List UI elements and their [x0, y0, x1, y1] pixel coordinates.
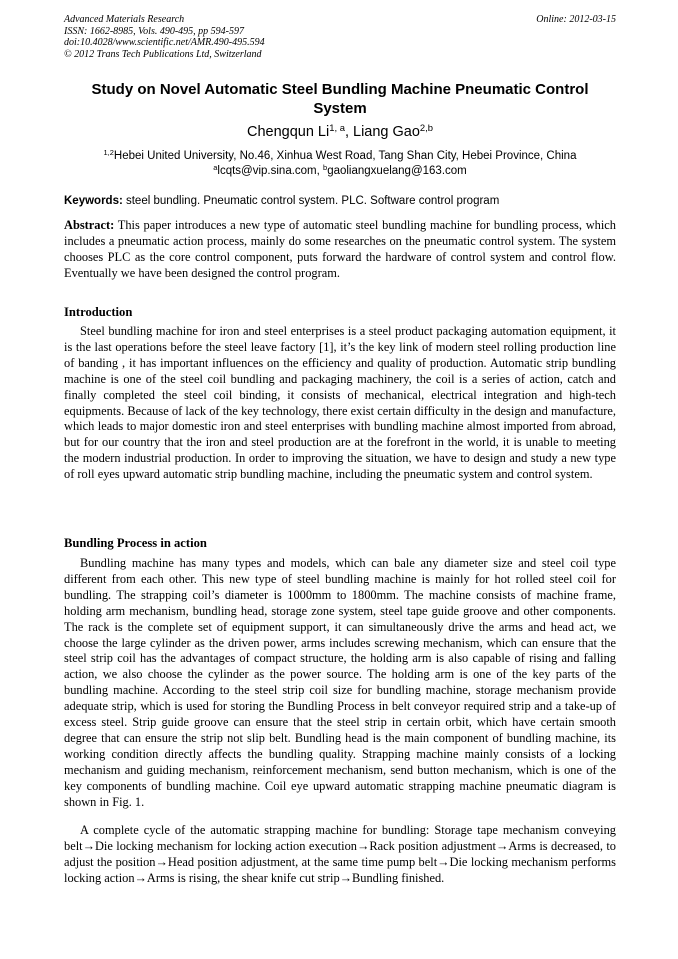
- abstract-text: This paper introduces a new type of automatic steel bundling machine for bundling process, which includes a pneumatic action process, mainly do some researches on the pneumatic control system. The system chooses PLC as the core control component, puts forward the hardware of control system and control flow. Eventually we have been designed the control program.: [64, 218, 616, 280]
- keywords-line: [64, 194, 616, 209]
- bundling-paragraph-1: Bundling machine has many types and models, which can bale any diameter size and steel coil type different from each other. This new type of steel bundling machine is mainly for hot rolled steel coil for bundling. The strapping coil’s diameter is 1000mm to 1800mm. The machine consists of machine frame, holding arm mechanism, bundling head, storage zone system, steel tape guide groove and other components. The rack is the complete set of equipment support, it can simultaneously drive the arms and head act, we choose the large cylinder as the driven power, arms includes screwing mechanism, which can ensure that the steel strip coil has the advantages of compact structure, the holding arm is also capable of rising and falling action, we also choose the cylinder as the power source. The holding arm is one of the key parts of the bundling machine. According to the steel strip coil size for bundling machine, storage mechanism provide adequate strip, which is used for storing the Bundling Process in belt conveyor required strip and a take-up of excess steel. Strip guide groove can ensure that the steel strip in certain orbit, which have certain smooth degree that can ensure the strip not slip belt. Bundling head is the main component of bundling machine, its working condition directly affects the bundling quality. Strapping machine mainly consists of a locking mechanism and guiding mechanism, reinforcement mechanism, send button mechanism, which is one of the key components of bundling machine. Coil eye upward automatic strapping machine pneumatic diagram is shown in Fig. 1.: [64, 556, 616, 809]
- introduction-paragraph: Steel bundling machine for iron and steel enterprises is a steel product packaging automation equipment, it is the last operations before the steel leave factory [1], it’s the key link of modern steel rolling production line of banding , it has important influences on the efficiency and quality of production. Automatic strip bundling machine is one of the steel coil bundling and packaging machinery, the coil is a series of action, catch and finally completed the steel coil binding, it consists of mechanical, electrical integration and high-tech equipments. Because of lack of the key technology, there exist certain difficulty in the design and manufacture, which leads to major domestic iron and steel enterprises with bundling machine almost imported from abroad, but for our country that the iron and steel production are at the forefront in the world, it is unable to meeting the modern industrial production. In order to improving the situation, we have to design and study a new type of roll eyes upward automatic strip bundling machine, including the pneumatic system and control system.: [64, 324, 616, 482]
- abstract-label: Abstract:: [64, 218, 115, 232]
- introduction-heading: Introduction: [64, 305, 133, 319]
- author-2-name: Liang Gao: [353, 124, 420, 140]
- running-header: [64, 14, 616, 60]
- keywords-text: steel bundling. Pneumatic control system. PLC. Software control program: [122, 195, 500, 207]
- affiliation-block: [64, 149, 616, 178]
- issn-line: ISSN: 1662-8985, Vols. 490-495, pp 594-597: [64, 25, 244, 37]
- author-1-name: Chengqun Li: [246, 124, 330, 140]
- doi-line: doi:10.4028/www.scientific.net/AMR.490-495.594: [64, 37, 265, 49]
- affiliation-text: Hebei United University, No.46, Xinhua West Road, Tang Shan City, Hebei Province, China: [113, 150, 577, 162]
- author-2-superscript: 2,b: [419, 121, 433, 133]
- paper-title: Study on Novel Automatic Steel Bundling Machine Pneumatic Control System: [91, 81, 589, 117]
- email-1-marker: a: [213, 162, 218, 172]
- email-2: gaoliangxuelang@163.com: [327, 164, 467, 177]
- keywords-label: Keywords:: [64, 195, 123, 207]
- author-separator: ,: [344, 124, 353, 140]
- copyright-line: © 2012 Trans Tech Publications Ltd, Switzerland: [64, 48, 262, 60]
- bundling-heading: Bundling Process in action: [64, 536, 207, 550]
- journal-info: [64, 14, 616, 60]
- affiliation-marker: 1,2: [103, 147, 114, 157]
- email-1: lcqts@vip.sina.com,: [217, 164, 324, 177]
- journal-name: Advanced Materials Research: [64, 14, 185, 25]
- email-2-marker: b: [323, 162, 328, 172]
- author-1-superscript: 1, a: [329, 121, 345, 133]
- author-line: [64, 123, 616, 141]
- affiliation-line: [64, 149, 616, 164]
- bundling-paragraph-2: A complete cycle of the automatic strapping machine for bundling: Storage tape mechanism conveying belt→Die locking mechanism for locking action execution→Rack position adjustment→Arms is decreased, to adjust the position→Head position adjustment, at the same time pump belt→Die locking mechanism performs locking action→Arms is rising, the shear knife cut strip→Bundling finished.: [64, 823, 616, 885]
- online-date: Online: 2012-03-15: [536, 14, 616, 25]
- abstract-paragraph: [64, 218, 616, 282]
- email-line: [64, 164, 616, 179]
